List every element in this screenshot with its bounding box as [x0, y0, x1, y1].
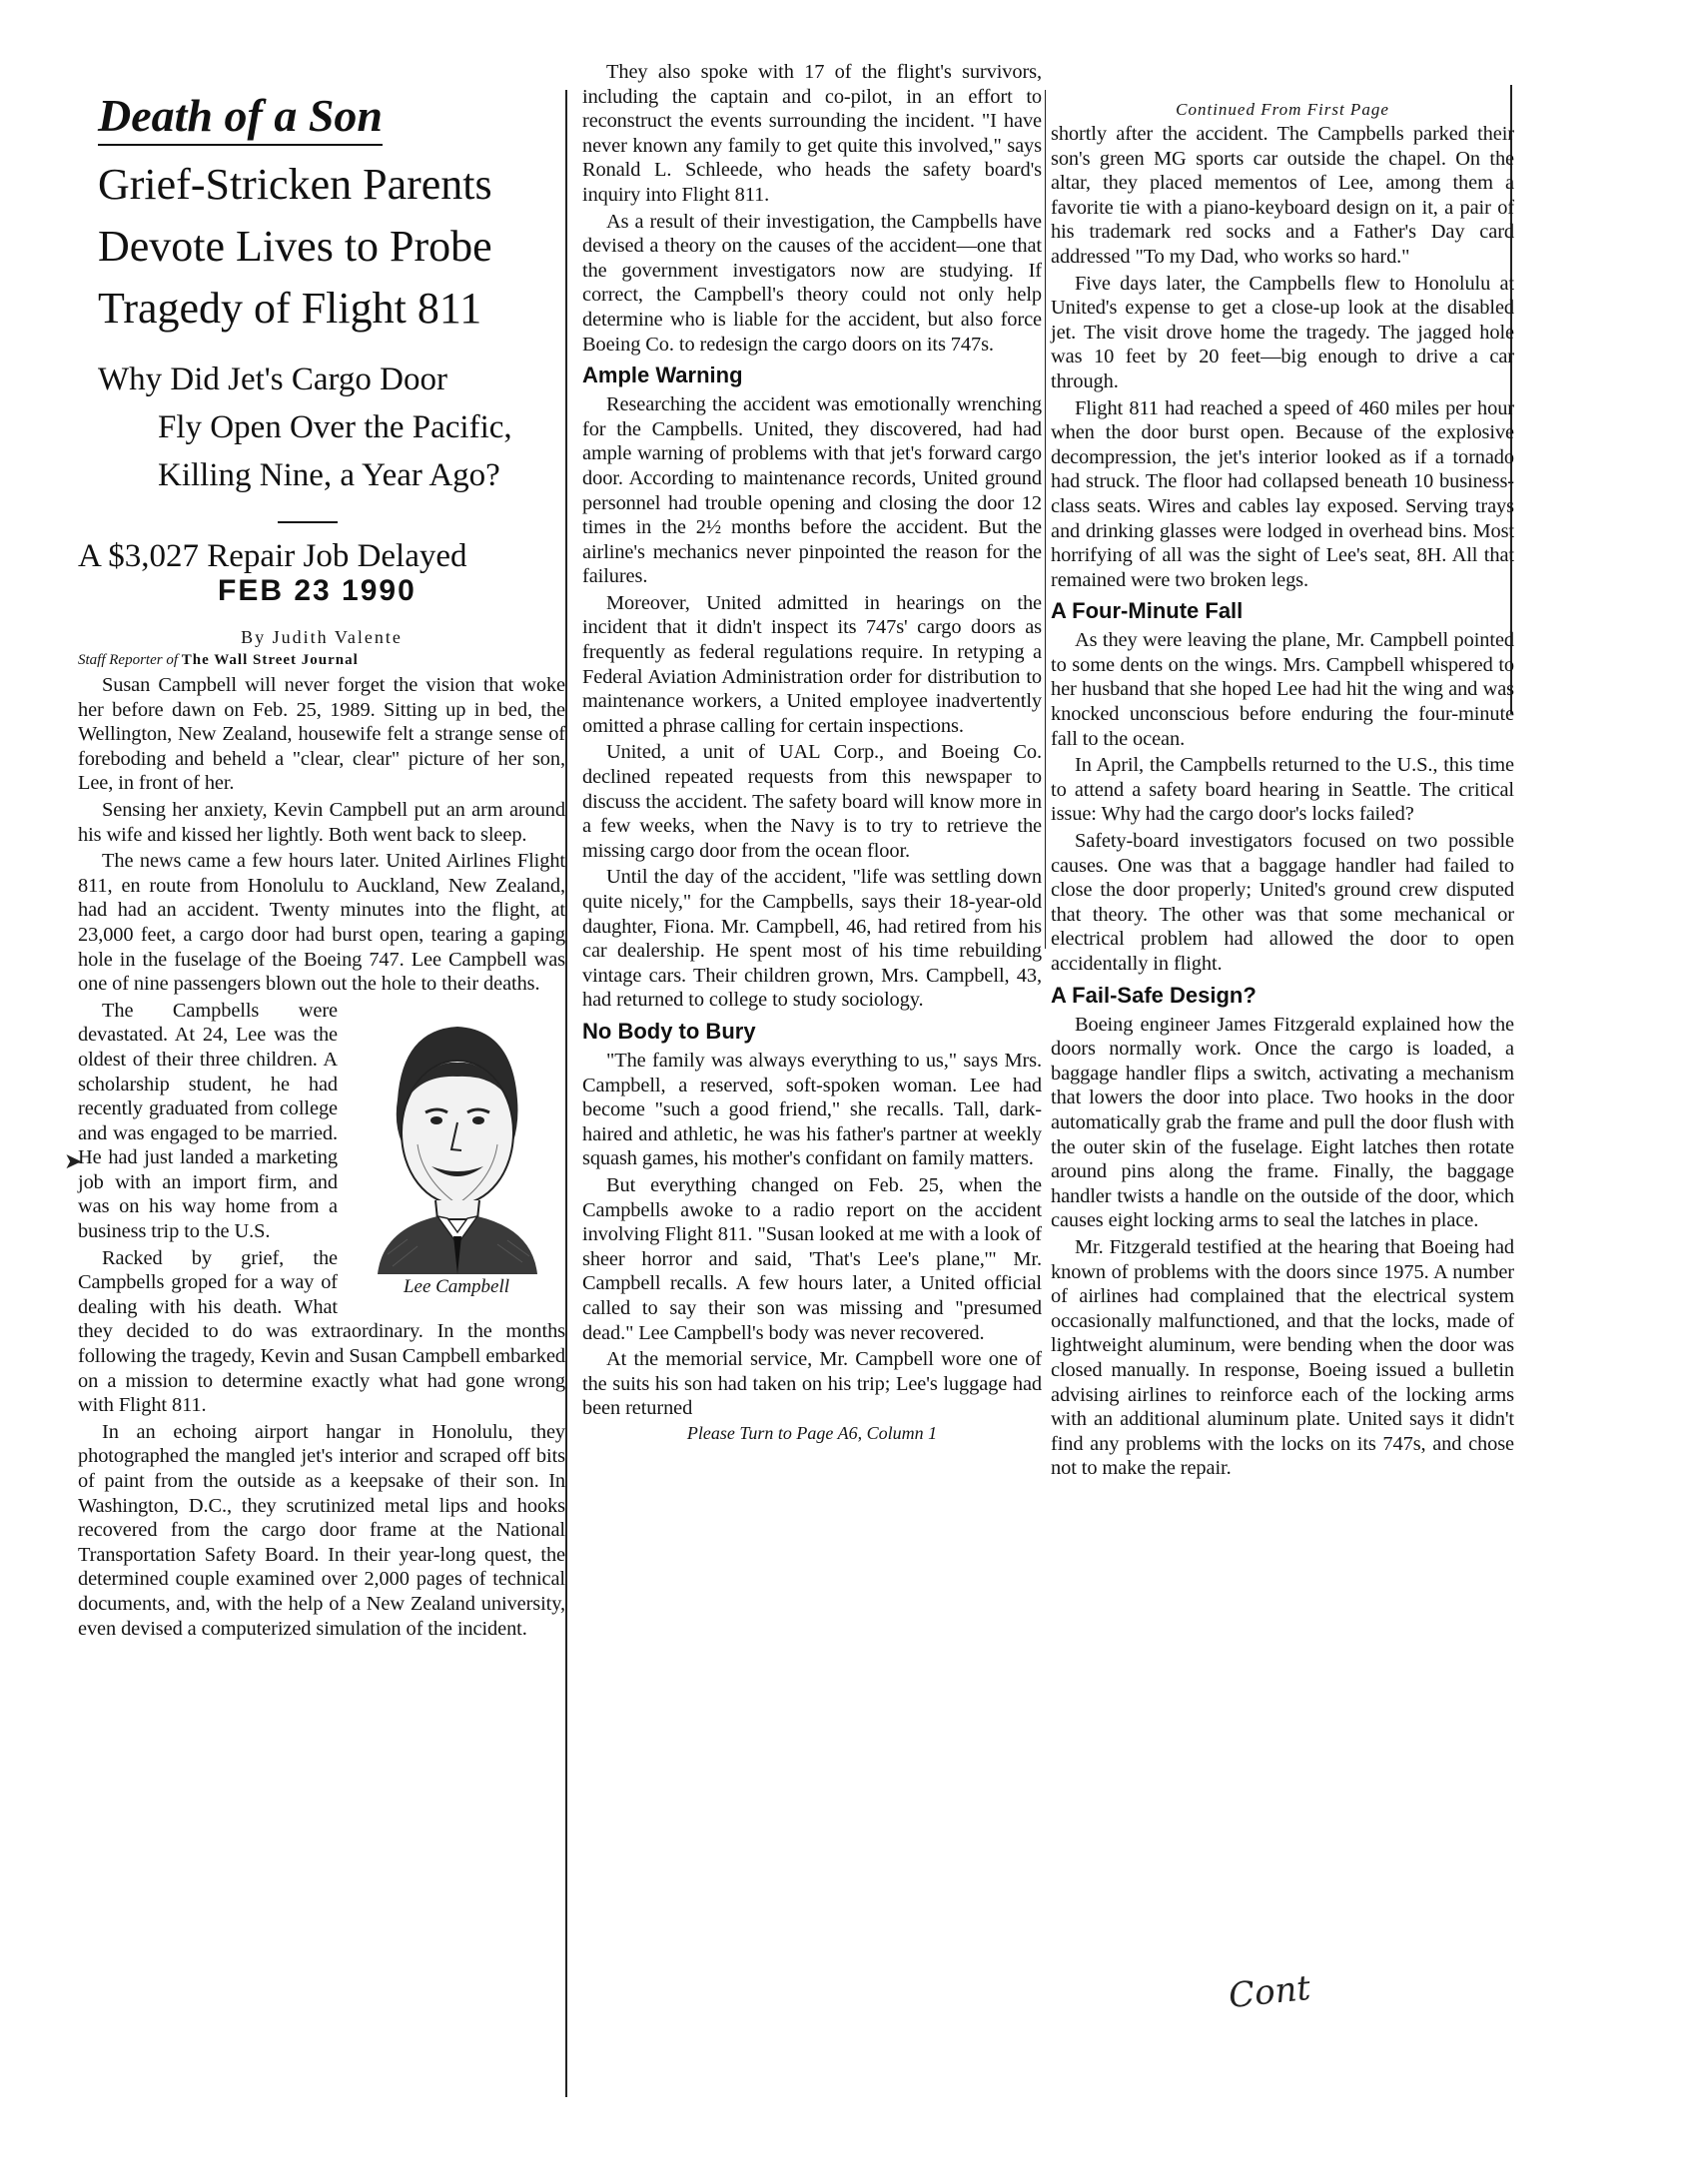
paragraph: Five days later, the Campbells flew to Honolulu at United's expense to get a close-up look at the disabled jet. The visit drove home the tragedy. The jagged hole was 10 feet by 20 feet—big enough to drive a car through.: [1051, 272, 1514, 392]
handwritten-note: Cont: [1227, 1967, 1312, 2017]
paragraph: Susan Campbell will never forget the vision that woke her before dawn on Feb. 25, 1989. Sitting up in bed, the Wellington, New Zealand, housewife felt a strange sense of foreboding and beheld a "clear, clear" picture of her son, Lee, in front of her.: [78, 674, 565, 795]
column-one: [78, 60, 565, 1643]
paragraph: Researching the accident was emotionally wrenching for the Campbells. United, they discovered, had had ample warning of problems with that jet's forward cargo door. According to maintenance records, United ground personnel had trouble opening and closing the door 12 times in the 2½ months before the accident. But the airline's mechanics never pinpointed the reason for the failures.: [582, 393, 1042, 588]
deck: [98, 356, 565, 499]
paragraph: shortly after the accident. The Campbells parked their son's green MG sports car outside the chapel. On the altar, they placed mementos of Lee, among them a favorite tie with a piano-keyboard design on it, a pair of his trademark red socks and a Father's Day card addressed "To my Dad, who works so hard.": [1051, 123, 1514, 268]
subhead: A Four-Minute Fall: [1051, 598, 1244, 624]
paragraph: Until the day of the accident, "life was settling down quite nicely," for the Campbells, says their 18-year-old daughter, Fiona. Mr. Campbell, 46, had retired from his car dealership. He spent most of his time rebuilding vintage cars. Their children grown, Mrs. Campbell, 43, had returned to college to study sociology.: [582, 866, 1042, 1012]
staff-line: [78, 652, 565, 669]
paragraph: Flight 811 had reached a speed of 460 miles per hour when the door burst open. Because of the explosive decompression, the jet's interior looked as if a tornado had struck. The floor had collapsed beneath 10 business-class seats. Wires and cables lay exposed. Serving trays and drinking glasses were lodged in overhead bins. Most horrifying of all was the sight of Lee's seat, 8H. All that remained were two broken legs.: [1051, 396, 1514, 591]
subhead: No Body to Bury: [582, 1018, 756, 1044]
deck-line: Killing Nine, a Year Ago?: [158, 457, 500, 493]
divider: [278, 521, 338, 523]
subdeck: A $3,027 Repair Job Delayed: [78, 538, 467, 574]
paragraph: Moreover, United admitted in hearings on the incident that it didn't inspect its 747s' cargo doors as frequently as federal regulations require. In retyping a Federal Aviation Administration order for distribution to maintenance workers, a United employee inadvertently omitted a phrase calling for certain inspections.: [582, 591, 1042, 737]
staff-label: Staff Reporter of: [78, 652, 178, 668]
paper-name: The Wall Street Journal: [181, 652, 359, 668]
byline: By Judith Valente: [241, 627, 403, 647]
paragraph: Sensing her anxiety, Kevin Campbell put an arm around his wife and kissed her lightly. Both went back to sleep.: [78, 798, 565, 846]
continued-line: Continued From First Page: [1176, 100, 1389, 119]
paragraph: The Campbells were devastated. At 24, Lee was the oldest of their three children. A scholarship student, he had recently graduated from college and was engaged to be married. He had just landed a marketing job with an import firm, and was on his way home from a business trip to the U.S.: [78, 999, 338, 1243]
subhead: A Fail-Safe Design?: [1051, 982, 1257, 1008]
paragraph: Mr. Fitzgerald testified at the hearing that Boeing had known of problems with the doors since 1975. A number of airlines had complained that the electrical system occasionally malfunctioned, and that the locks, made of lightweight aluminum, were bending when the door was closed manually. In response, Boeing issued a bulletin advising airlines to reinforce each of the locking arms with an additional aluminum plate. United says it didn't find any problems with the locks on its 747s, and chose not to make the repair.: [1051, 1235, 1514, 1480]
photo-caption: Lee Campbell: [403, 1275, 510, 1297]
subhead: Ample Warning: [582, 363, 743, 388]
deck-line: Fly Open Over the Pacific,: [158, 409, 512, 445]
jump-line: Please Turn to Page A6, Column 1: [686, 1422, 938, 1443]
paragraph: Safety-board investigators focused on two possible causes. One was that a baggage handler had failed to close the door properly; United's ground crew disputed that theory. The other was that some mechanical or electrical problem had allowed the door to open accidentally in flight.: [1051, 830, 1514, 975]
column-three: [1051, 100, 1514, 1483]
paragraph: Boeing engineer James Fitzgerald explained how the doors normally work. Once the cargo is loaded, a baggage handler flips a switch, activating a mechanism that lowers the door into place. Two hooks in the door automatically grab the frame and pull the door flush with the outer skin of the fuselage. Eight latches then rotate around pins along the frame. Finally, the baggage handler twists a handle on the outside of the door, which causes eight locking arms to seal the latches in place.: [1051, 1013, 1514, 1232]
paragraph: The news came a few hours later. United Airlines Flight 811, en route from Honolulu to Auckland, New Zealand, had had an accident. Twenty minutes into the flight, at 23,000 feet, a cargo door had burst open, tearing a gaping hole in the fuselage of the Boeing 747. Lee Campbell was one of nine passengers blown out the hole to their deaths.: [78, 850, 565, 996]
paragraph: United, a unit of UAL Corp., and Boeing Co. declined repeated requests from this newspaper to discuss the accident. The safety board will know more in a few weeks, when the Navy is to try to retrieve the missing cargo door from the ocean floor.: [582, 741, 1042, 862]
margin-arrow-icon: ➤: [64, 1148, 83, 1173]
column-rule: [1045, 90, 1046, 949]
headline: Grief-Stricken Parents Devote Lives to Probe Tragedy of Flight 811: [98, 160, 492, 333]
column-two: [582, 60, 1042, 1444]
kicker: Death of a Son: [98, 90, 383, 146]
paragraph: As a result of their investigation, the Campbells have devised a theory on the causes of the accident—one that the government investigators now are studying. If correct, the Campbell's theory could not only help determine who is liable for the accident, but also force Boeing Co. to redesign the cargo doors on its 747s.: [582, 210, 1042, 356]
portrait-photo: [348, 1005, 565, 1298]
date-stamp: FEB 23 1990: [218, 574, 417, 607]
paragraph: They also spoke with 17 of the flight's survivors, including the captain and co-pilot, in an effort to reconstruct the events surrounding the incident. "I have never known any family to get quite this involved," says Ronald L. Schleede, who heads the safety board's inquiry into Flight 811.: [582, 61, 1042, 206]
deck-line: Why Did Jet's Cargo Door: [98, 362, 447, 397]
paragraph: At the memorial service, Mr. Campbell wore one of the suits his son had taken on his trip; Lee's luggage had been returned: [582, 1348, 1042, 1420]
column-rule: [565, 90, 567, 2097]
paragraph: Racked by grief, the Campbells groped for a way of dealing with his death. What they decided to do was extraordinary. In the months following the tragedy, Kevin and Susan Campbell embarked on a mission to determine exactly what had gone wrong with Flight 811.: [78, 1246, 565, 1417]
paragraph: But everything changed on Feb. 25, when the Campbells awoke to a radio report on the accident involving Flight 811. "Susan looked at me with a look of sheer horror and said, 'That's Lee's plane,'" Mr. Campbell recalls. A few hours later, a United official called to say their son was missing and "presumed dead." Lee Campbell's body was never recovered.: [582, 1173, 1042, 1344]
paragraph: In April, the Campbells returned to the U.S., this time to attend a safety board hearing in Seattle. The critical issue: Why had the cargo door's locks failed?: [1051, 754, 1514, 826]
paragraph: In an echoing airport hangar in Honolulu, they photographed the mangled jet's interior and scraped off bits of paint from the outside as a keepsake of their son. In Washington, D.C., they scrutinized metal lips and hooks recovered from the cargo door frame at the National Transportation Safety Board. In their year-long quest, the determined couple examined over 2,000 pages of technical documents, and, with the help of a New Zealand university, even devised a computerized simulation of the incident.: [78, 1420, 565, 1640]
paragraph: "The family was always everything to us," says Mrs. Campbell, a reserved, soft-spoken woman. Lee had become "such a good friend," she recalls. Tall, dark-haired and athletic, he was his father's partner at weekly squash games, his mother's confidant on family matters.: [582, 1049, 1042, 1170]
paragraph: As they were leaving the plane, Mr. Campbell pointed to some dents on the wings. Mrs. Campbell whispered to her husband that she hoped Lee had hit the wing and was knocked unconscious before enduring the four-minute fall to the ocean.: [1051, 629, 1514, 750]
portrait-illustration: [348, 1005, 565, 1274]
